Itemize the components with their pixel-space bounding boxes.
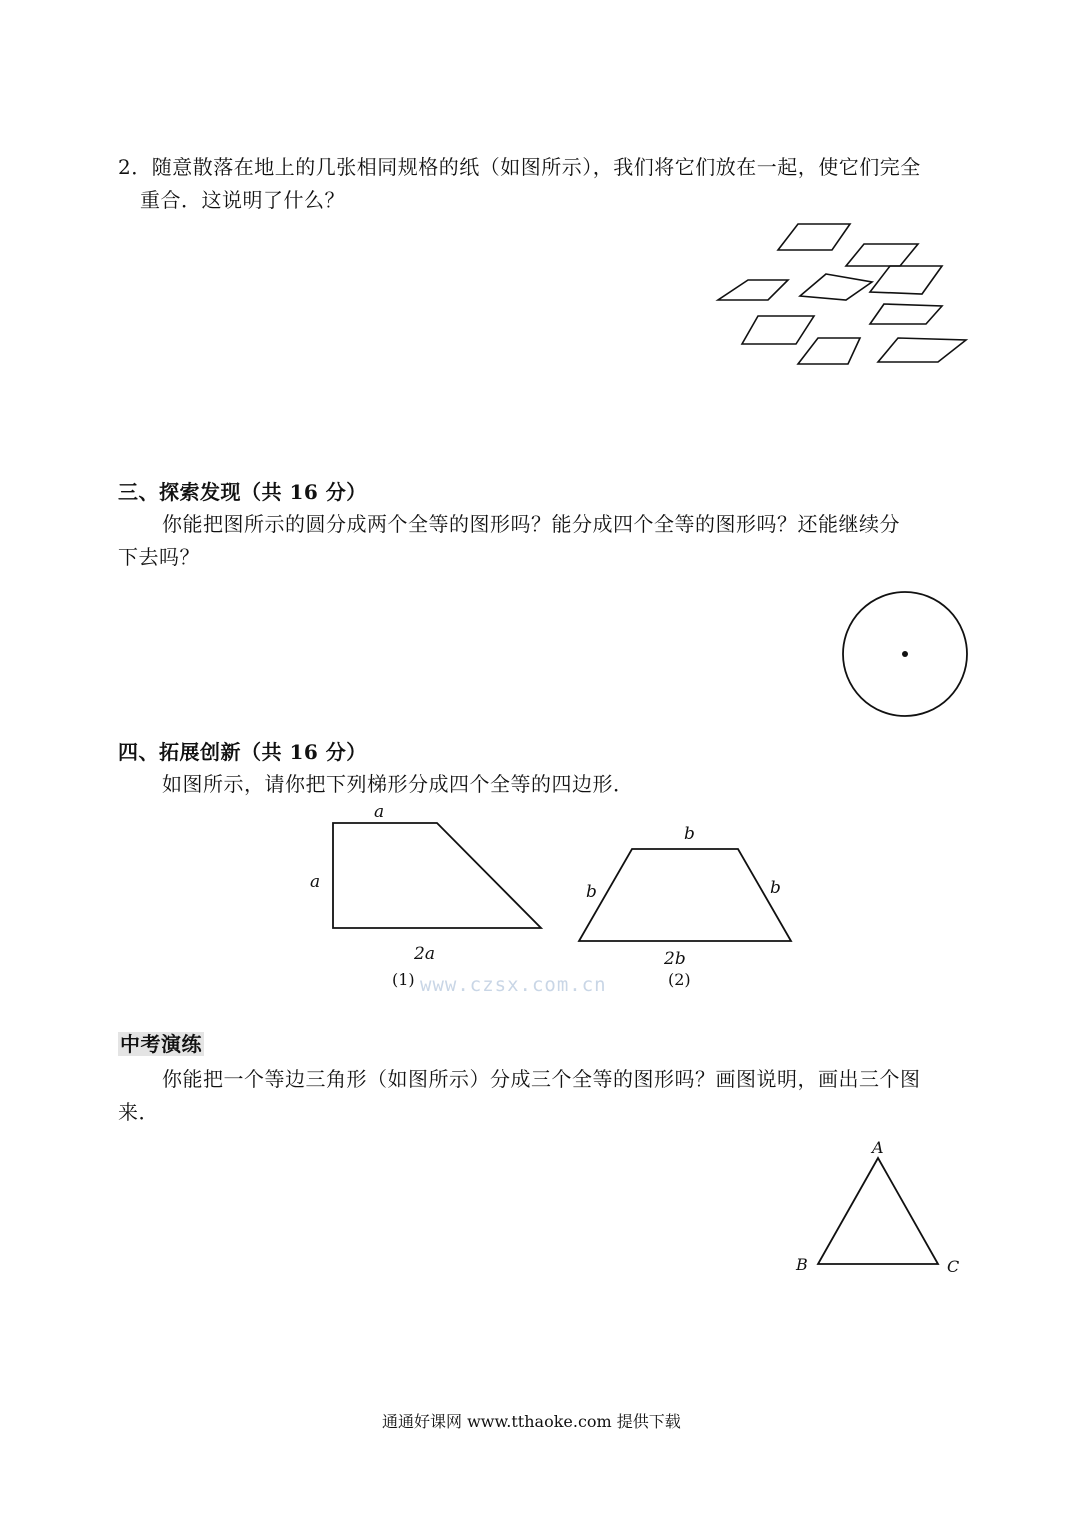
section-4-line-1: 如图所示，请你把下列梯形分成四个全等的四边形． — [162, 772, 634, 796]
trapezoid-2-figure — [570, 840, 800, 950]
trapezoid-2-top-label: b — [684, 824, 695, 844]
paper-6 — [870, 304, 942, 324]
trapezoid-2-caption: (2) — [668, 970, 691, 989]
exam-heading — [118, 1028, 204, 1060]
paper-7 — [742, 316, 814, 344]
trapezoid-2-right-label: b — [770, 878, 781, 898]
exam-heading-text: 中考演练 — [120, 1032, 202, 1056]
exam-line-2: 来． — [118, 1100, 159, 1124]
question-2-line-1: 2．随意散落在地上的几张相同规格的纸（如图所示），我们将它们放在一起，使它们完全 — [118, 155, 921, 179]
triangle-outline — [818, 1158, 938, 1264]
watermark: www.czsx.com.cn — [420, 974, 607, 996]
trapezoid-2-left-label: b — [586, 882, 597, 902]
trapezoid-2-bottom-label: 2b — [664, 949, 686, 969]
scattered-papers-figure — [712, 218, 972, 378]
paper-5 — [800, 274, 872, 300]
trapezoid-1-figure — [320, 810, 560, 950]
paper-9 — [878, 338, 966, 362]
trapezoid-1-caption: (1) — [392, 970, 415, 989]
trapezoid-1-bottom-label: 2a — [414, 944, 435, 964]
vertex-c-label: C — [947, 1257, 960, 1276]
question-2-line-2: 重合．这说明了什么？ — [140, 188, 345, 212]
vertex-b-label: B — [796, 1255, 808, 1274]
paper-1 — [778, 224, 850, 250]
equilateral-triangle-figure — [810, 1150, 950, 1280]
vertex-a-label: A — [872, 1138, 884, 1157]
trapezoid-1-left-label: a — [310, 872, 321, 892]
isosceles-trapezoid — [579, 849, 791, 941]
paper-8 — [798, 338, 860, 364]
right-trapezoid — [333, 823, 541, 928]
circle-center-dot — [902, 651, 908, 657]
paper-4 — [718, 280, 788, 300]
paper-3 — [870, 266, 942, 294]
circle-figure — [836, 585, 976, 725]
exam-line-1: 你能把一个等边三角形（如图所示）分成三个全等的图形吗？画图说明，画出三个图 — [162, 1067, 921, 1091]
section-4-heading: 四、拓展创新（共 16 分） — [118, 740, 367, 764]
section-3-heading: 三、探索发现（共 16 分） — [118, 480, 367, 504]
trapezoid-1-top-label: a — [374, 802, 385, 822]
section-3-line-2: 下去吗？ — [118, 545, 200, 569]
page-footer: 通通好课网 www.tthaoke.com 提供下载 — [382, 1412, 681, 1431]
section-3-line-1: 你能把图所示的圆分成两个全等的图形吗？能分成四个全等的图形吗？还能继续分 — [162, 512, 900, 536]
paper-2 — [846, 244, 918, 266]
